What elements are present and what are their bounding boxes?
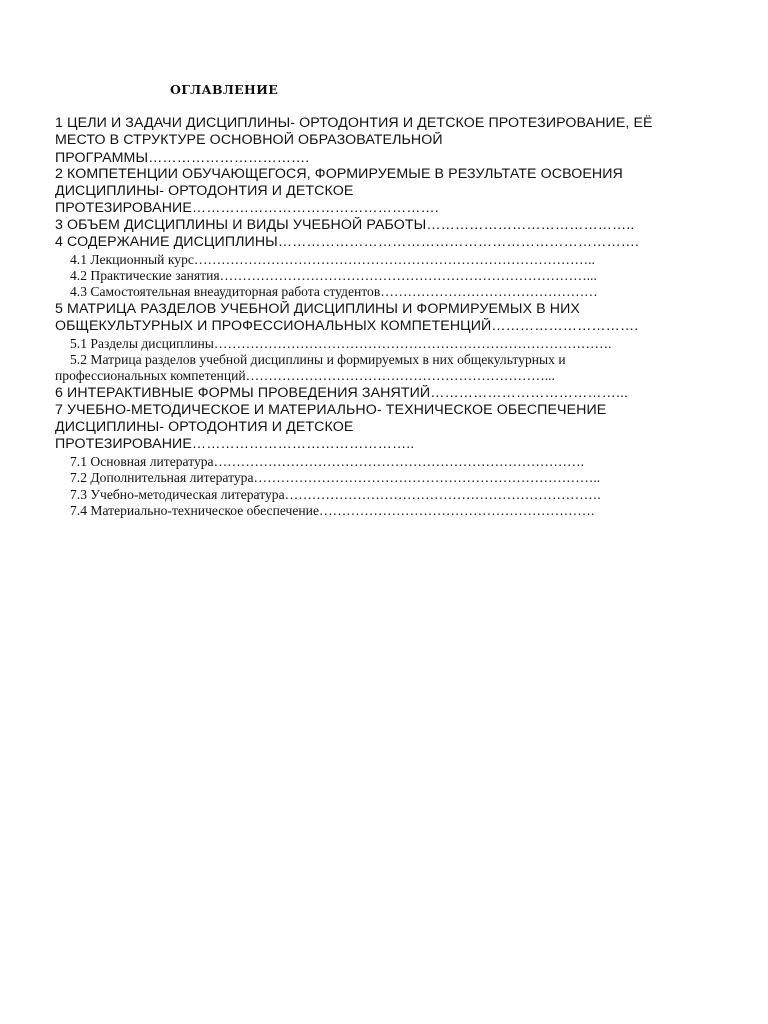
toc-entry: 4.1 Лекционный курс…………………………………………………………………………….. [70, 252, 595, 267]
toc-entry: 5.1 Разделы дисциплины……………………………………………………………………………. [70, 336, 612, 351]
toc-entry: 1 ЦЕЛИ И ЗАДАЧИ ДИСЦИПЛИНЫ- ОРТОДОНТИЯ И ДЕТСКОЕ ПРОТЕЗИРОВАНИЕ, ЕЁ [55, 115, 653, 131]
toc-entry: 5 МАТРИЦА РАЗДЕЛОВ УЧЕБНОЙ ДИСЦИПЛИНЫ И ФОРМИРУЕМЫХ В НИХ [55, 301, 580, 317]
toc-entry: 6 ИНТЕРАКТИВНЫЕ ФОРМЫ ПРОВЕДЕНИЯ ЗАНЯТИЙ…………………………………... [55, 385, 629, 401]
toc-entry: 7.2 Дополнительная литература………………………………………………………………….. [70, 470, 601, 485]
toc-title: ОГЛАВЛЕНИЕ [170, 82, 279, 97]
toc-entry: 2 КОМПЕТЕНЦИИ ОБУЧАЮЩЕГОСЯ, ФОРМИРУЕМЫЕ В РЕЗУЛЬТАТЕ ОСВОЕНИЯ [55, 166, 623, 182]
toc-entry: ПРОТЕЗИРОВАНИЕ……………………………………….. [55, 436, 415, 452]
toc-entry: 4.3 Самостоятельная внеаудиторная работа студентов………………………………………… [70, 284, 598, 299]
toc-entry: 7.1 Основная литература………………………………………………………………………. [70, 454, 585, 469]
toc-entry: 7 УЧЕБНО-МЕТОДИЧЕСКОЕ И МАТЕРИАЛЬНО- ТЕХНИЧЕСКОЕ ОБЕСПЕЧЕНИЕ [55, 402, 607, 418]
toc-entry: 7.3 Учебно-методическая литература……………………………………………………………. [70, 487, 601, 502]
toc-entry: ПРОГРАММЫ……………………………. [55, 150, 310, 166]
toc-entry: 5.2 Матрица разделов учебной дисциплины и формируемых в них общекультурных и [70, 352, 566, 367]
toc-entry: ПРОТЕЗИРОВАНИЕ……………………………………………. [55, 200, 439, 216]
toc-entry: МЕСТО В СТРУКТУРЕ ОСНОВНОЙ ОБРАЗОВАТЕЛЬНОЙ [55, 132, 443, 148]
toc-entry: 7.4 Материально-техническое обеспечение……………………………………………………. [70, 503, 595, 518]
toc-entry: 3 ОБЪЕМ ДИСЦИПЛИНЫ И ВИДЫ УЧЕБНОЙ РАБОТЫ…………………………………….. [55, 217, 635, 233]
toc-entry: ОБЩЕКУЛЬТУРНЫХ И ПРОФЕССИОНАЛЬНЫХ КОМПЕТЕНЦИЙ…………………………. [55, 318, 639, 334]
toc-entry: 4 СОДЕРЖАНИЕ ДИСЦИПЛИНЫ…………………………………………………………………. [55, 234, 640, 250]
toc-entry: профессиональных компетенций…………………………………………………………... [55, 368, 555, 383]
toc-entry: ДИСЦИПЛИНЫ- ОРТОДОНТИЯ И ДЕТСКОЕ [55, 183, 354, 199]
toc-entry: 4.2 Практические занятия………………………………………………………………………... [70, 268, 597, 283]
toc-entry: ДИСЦИПЛИНЫ- ОРТОДОНТИЯ И ДЕТСКОЕ [55, 419, 354, 435]
